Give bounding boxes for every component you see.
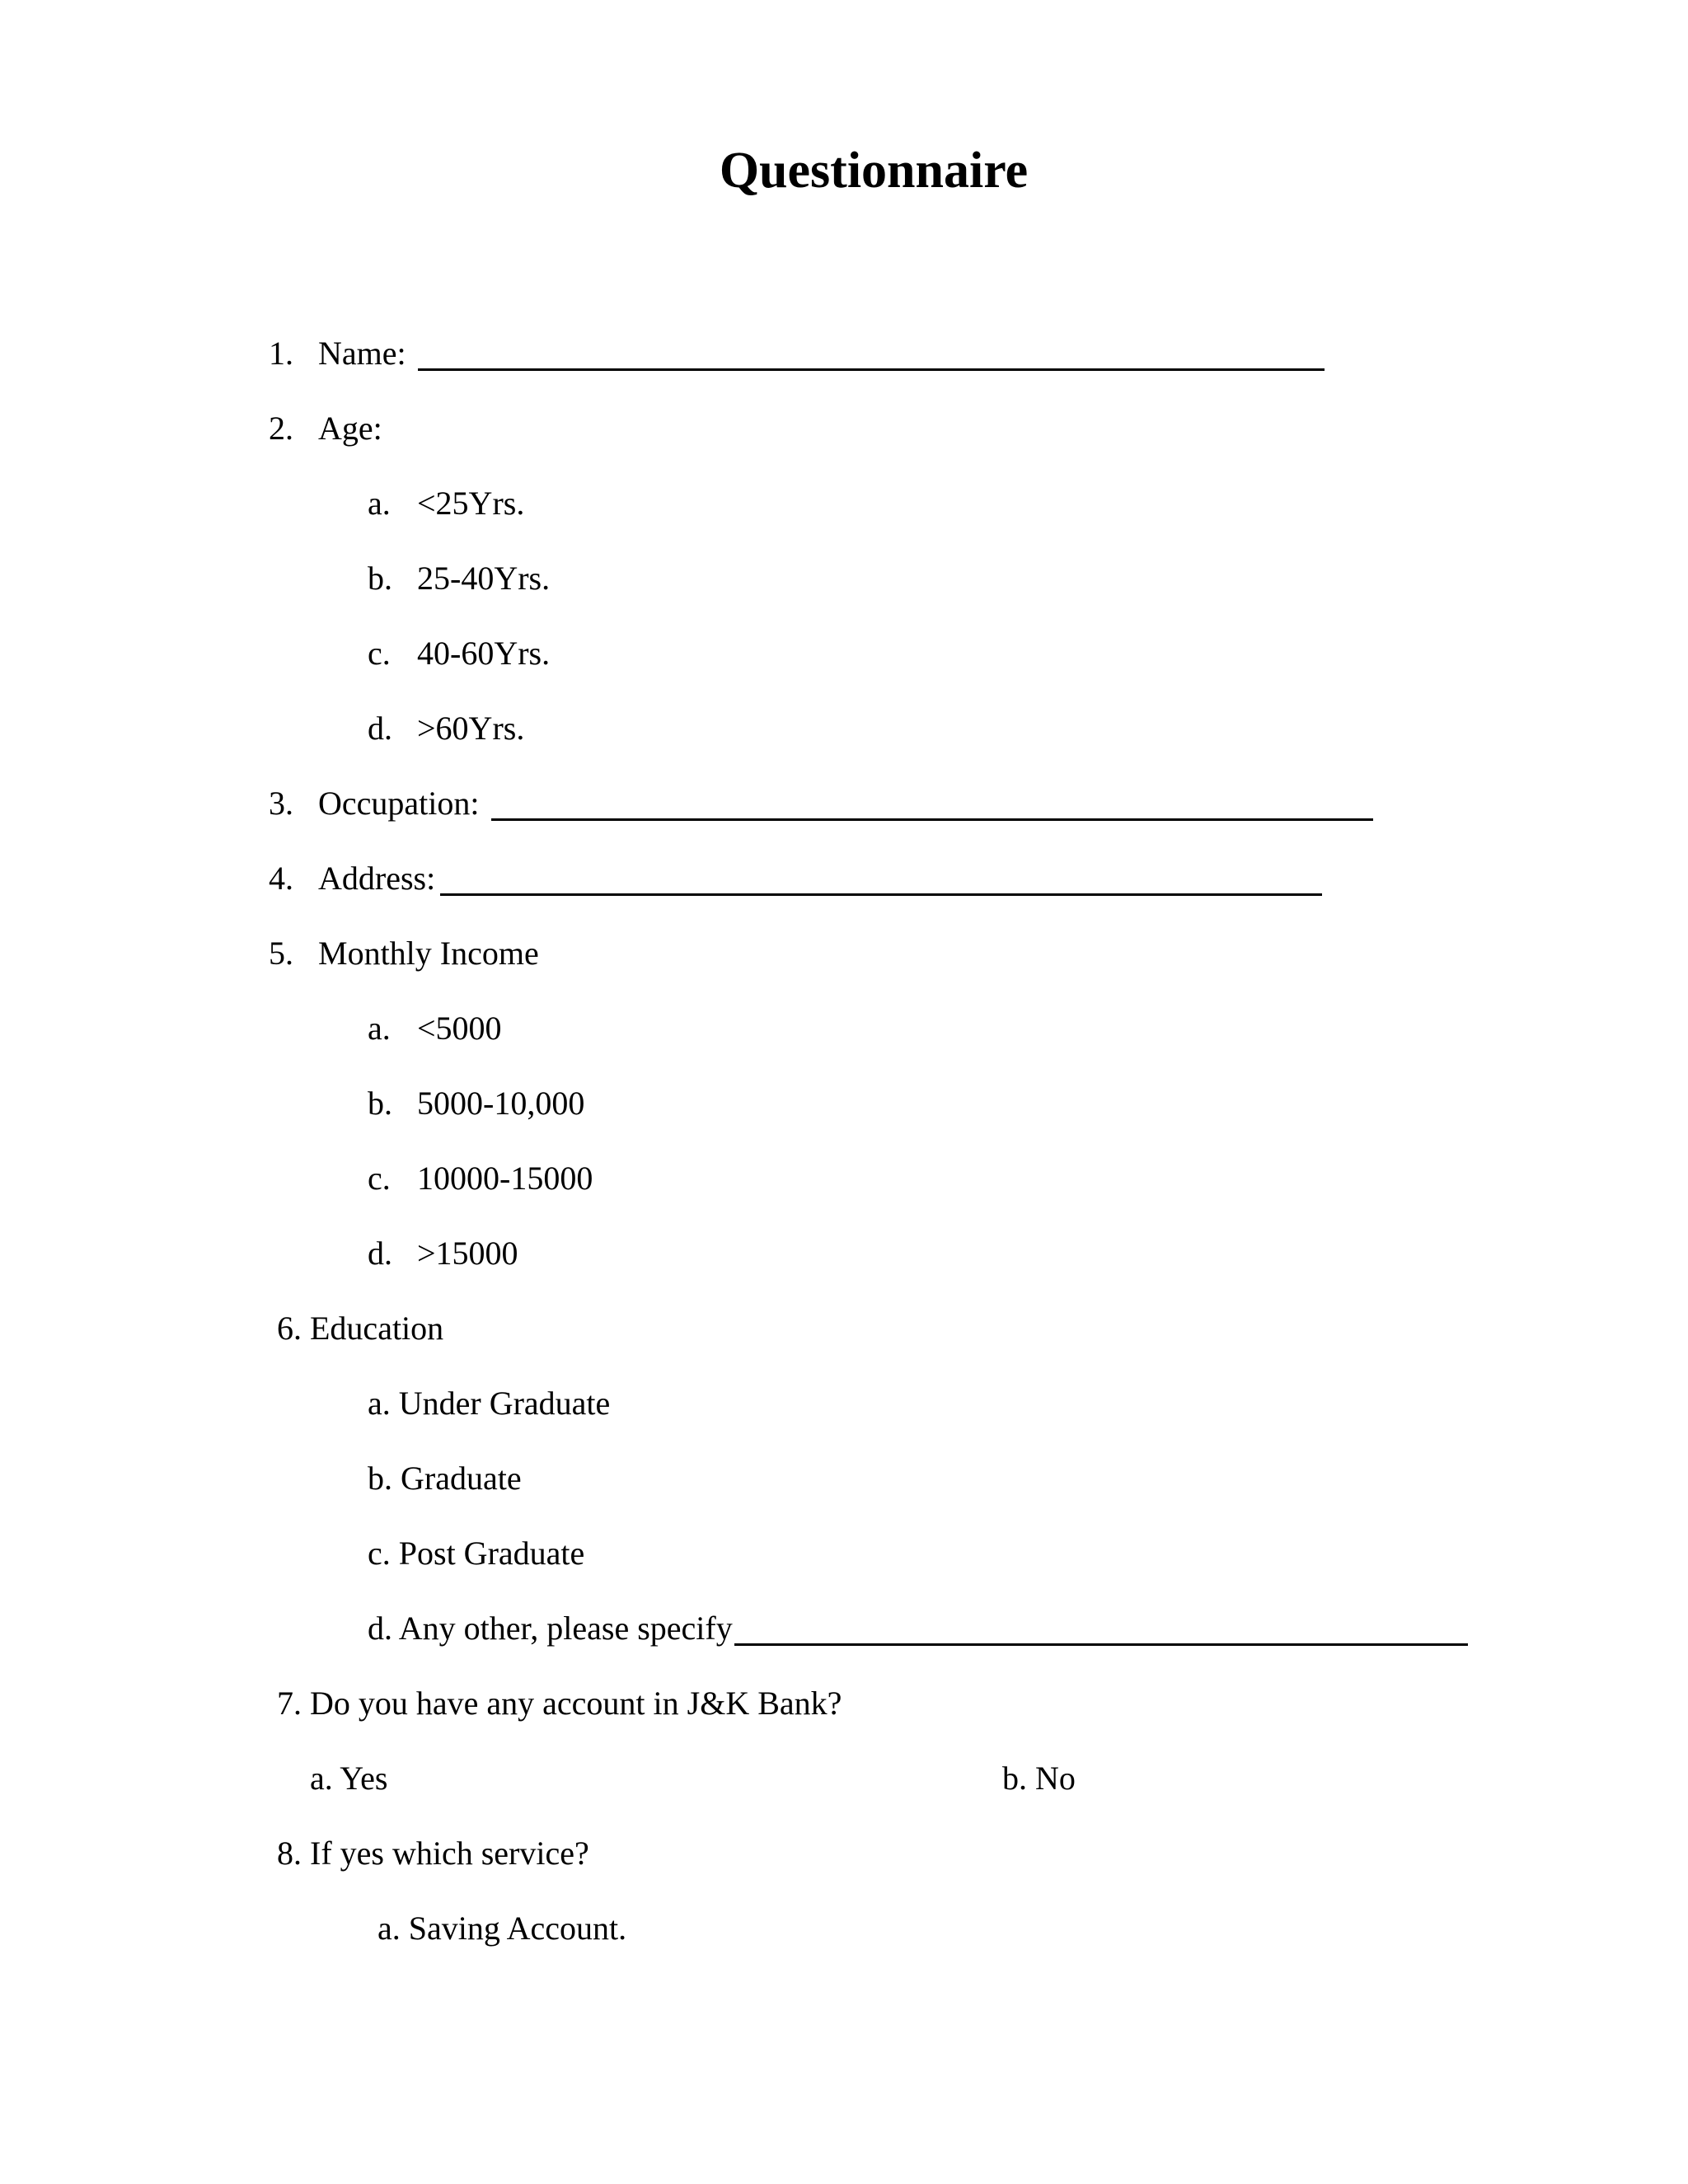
option-letter: a. xyxy=(368,1010,391,1047)
question-number: 2. xyxy=(269,410,293,447)
income-option-a[interactable] xyxy=(368,1012,502,1045)
question-label: Age: xyxy=(318,410,382,447)
option-text: a. Yes xyxy=(310,1760,388,1797)
question-label: 7. Do you have any account in J&K Bank? xyxy=(277,1685,842,1722)
option-letter: a. xyxy=(368,485,391,522)
age-option-b[interactable] xyxy=(368,562,550,595)
education-option-a[interactable] xyxy=(368,1387,610,1420)
option-text: d. Any other, please specify xyxy=(368,1610,733,1647)
age-option-c[interactable] xyxy=(368,637,550,670)
education-option-c[interactable] xyxy=(368,1537,584,1570)
option-text: a. Saving Account. xyxy=(377,1910,627,1947)
question-service xyxy=(277,1837,589,1870)
age-option-d[interactable] xyxy=(368,712,524,745)
question-age xyxy=(269,412,382,445)
option-letter: b. xyxy=(368,560,392,597)
bank-option-no[interactable] xyxy=(1002,1762,1076,1795)
option-text: 40-60Yrs. xyxy=(417,635,551,672)
option-letter: d. xyxy=(368,1235,392,1272)
question-label: Name: xyxy=(318,335,406,372)
income-option-c[interactable] xyxy=(368,1162,593,1195)
service-option-a[interactable] xyxy=(377,1912,626,1945)
income-option-b[interactable] xyxy=(368,1087,584,1120)
option-letter: c. xyxy=(368,1160,391,1197)
option-text: 10000-15000 xyxy=(417,1160,593,1197)
option-text: 25-40Yrs. xyxy=(417,560,551,597)
question-address xyxy=(269,862,1322,895)
option-text: <5000 xyxy=(417,1010,502,1047)
question-bank-account xyxy=(277,1687,842,1720)
question-number: 3. xyxy=(269,785,293,822)
question-label: Address: xyxy=(318,860,436,897)
question-number: 5. xyxy=(269,935,293,972)
question-name xyxy=(269,337,1325,370)
option-text: b. Graduate xyxy=(368,1460,522,1497)
question-label: Monthly Income xyxy=(318,935,539,972)
question-education xyxy=(277,1312,443,1345)
option-text: >15000 xyxy=(417,1235,518,1272)
question-label: 6. Education xyxy=(277,1310,444,1347)
option-letter: c. xyxy=(368,635,391,672)
income-option-d[interactable] xyxy=(368,1237,518,1270)
option-letter: b. xyxy=(368,1085,392,1122)
question-number: 1. xyxy=(269,335,293,372)
option-text: a. Under Graduate xyxy=(368,1385,611,1422)
option-text: <25Yrs. xyxy=(417,485,525,522)
occupation-blank-line[interactable] xyxy=(491,818,1373,821)
education-option-b[interactable] xyxy=(368,1462,522,1495)
bank-option-yes[interactable] xyxy=(310,1762,387,1795)
option-text: b. No xyxy=(1002,1760,1076,1797)
name-blank-line[interactable] xyxy=(418,368,1325,371)
question-number: 4. xyxy=(269,860,293,897)
specify-blank-line[interactable] xyxy=(734,1643,1468,1646)
option-text: c. Post Graduate xyxy=(368,1535,585,1572)
question-label: Occupation: xyxy=(318,785,480,822)
option-letter: d. xyxy=(368,710,392,747)
page-title: Questionnaire xyxy=(719,143,1029,199)
question-label: 8. If yes which service? xyxy=(277,1835,589,1872)
question-occupation xyxy=(269,787,1373,820)
education-option-d[interactable] xyxy=(368,1612,1468,1645)
address-blank-line[interactable] xyxy=(440,893,1322,896)
age-option-a[interactable] xyxy=(368,487,524,520)
option-text: >60Yrs. xyxy=(417,710,525,747)
option-text: 5000-10,000 xyxy=(417,1085,585,1122)
question-monthly-income xyxy=(269,937,539,970)
